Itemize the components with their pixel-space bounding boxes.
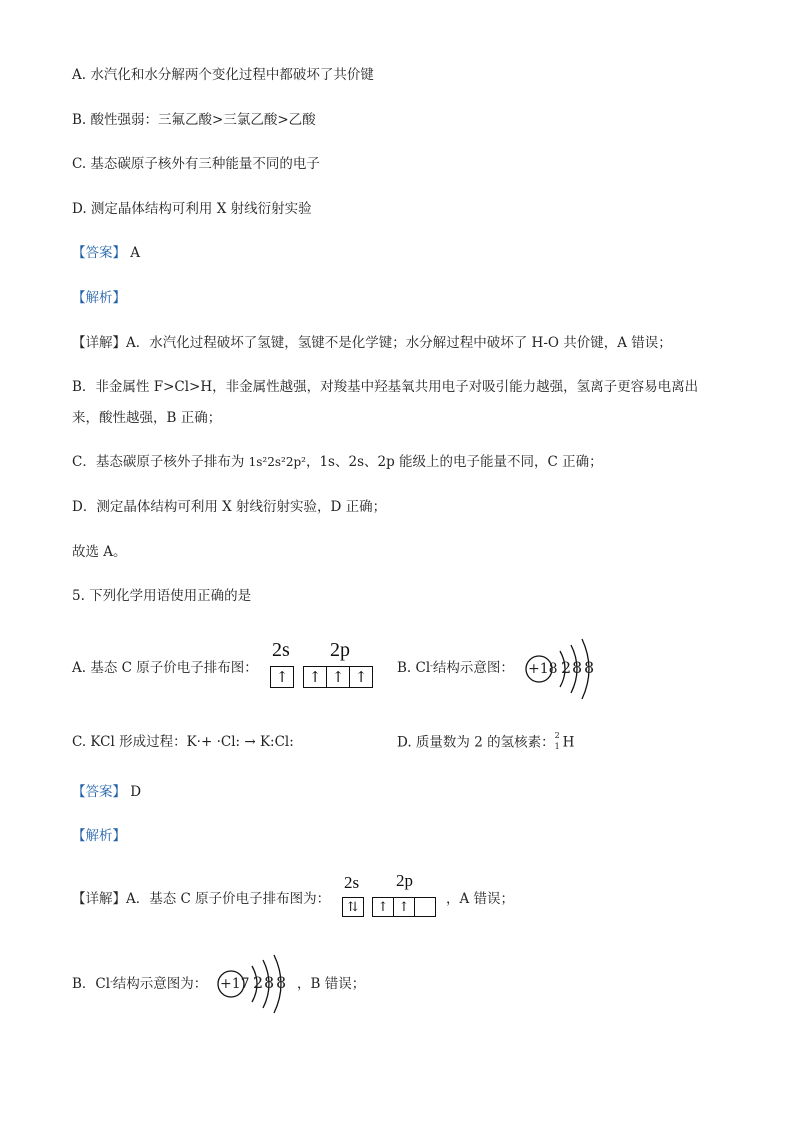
element-symbol: H bbox=[562, 734, 575, 751]
orbital-box: ↑ bbox=[373, 898, 394, 916]
q5-atom-diagram-cl-correct bbox=[216, 953, 296, 1015]
orbital-box: ↑ bbox=[394, 898, 415, 916]
orbital-box bbox=[415, 898, 435, 916]
q5-detail-b-verdict: ，B 错误； bbox=[297, 976, 366, 992]
q4-option-b: B. 酸性强弱：三氟乙酸>三氯乙酸>乙酸 bbox=[72, 112, 316, 128]
orbital-label-2p: 2p bbox=[330, 639, 350, 661]
q4-analysis-label: 【解析】 bbox=[72, 290, 126, 306]
charge-sup: - bbox=[110, 977, 113, 986]
q5-detail-a-verdict: ，A 错误； bbox=[446, 891, 515, 907]
q4-option-c: C. 基态碳原子核外有三种能量不同的电子 bbox=[72, 156, 320, 172]
nucleus-charge: +18 bbox=[528, 661, 558, 677]
nuclide-indices bbox=[554, 731, 563, 751]
shell-electrons: 8 bbox=[572, 658, 583, 677]
detail-c-pre: C．基态碳原子核外子排布为 bbox=[72, 454, 249, 470]
answer-value: A bbox=[130, 245, 141, 261]
answer-label: 【答案】 bbox=[72, 784, 126, 800]
orbital-label-2p: 2p bbox=[396, 871, 413, 890]
q4-detail-c bbox=[72, 456, 603, 470]
detail-a-text: A．基态 C 原子价电子排布图为： bbox=[126, 891, 331, 907]
shell-electrons: 2 bbox=[253, 973, 264, 992]
electron-configuration: 1s²2s²2p² bbox=[248, 455, 306, 469]
charge-sup: - bbox=[430, 661, 433, 670]
q4-detail-d: D．测定晶体结构可利用 X 射线衍射实验，D 正确； bbox=[72, 499, 387, 515]
q5-stem: 5. 下列化学用语使用正确的是 bbox=[72, 588, 252, 604]
q4-detail-a bbox=[72, 337, 672, 351]
option-d-text: D. 质量数为 2 的氢核素： bbox=[397, 734, 555, 751]
q4-answer bbox=[72, 247, 140, 261]
option-c-text: C. KCl 形成过程： bbox=[72, 734, 187, 750]
q4-conclusion: 故选 A。 bbox=[72, 544, 127, 560]
q4-option-a: A. 水汽化和水分解两个变化过程中都破坏了共价键 bbox=[72, 67, 374, 83]
option-b-post: 结构示意图： bbox=[432, 660, 514, 676]
orbital-box-2s bbox=[270, 666, 294, 688]
q5-analysis-label: 【解析】 bbox=[72, 828, 126, 844]
q4-option-d: D. 测定晶体结构可利用 X 射线衍射实验 bbox=[72, 201, 312, 217]
kcl-formation-formula: K·+ ·Cl: → K:Cl: bbox=[186, 734, 294, 750]
q5-atom-diagram-cl bbox=[524, 637, 604, 701]
q5-option-c bbox=[72, 736, 294, 750]
orbital-box-2s bbox=[342, 897, 364, 917]
q5-detail-a bbox=[72, 893, 330, 907]
answer-label: 【答案】 bbox=[72, 245, 126, 261]
q4-detail-b-line2: 来，酸性越强，B 正确； bbox=[72, 410, 222, 426]
q5-option-b-text bbox=[397, 662, 514, 676]
detail-label: 【详解】 bbox=[72, 335, 126, 351]
detail-b-post: 结构示意图为： bbox=[112, 976, 208, 992]
orbital-box: ⇅ bbox=[347, 899, 359, 915]
orbital-label-2s: 2s bbox=[272, 639, 290, 661]
mass-number: 2 bbox=[554, 731, 560, 740]
detail-label: 【详解】 bbox=[72, 891, 126, 907]
shell-electrons: 8 bbox=[276, 973, 287, 992]
orbital-box: ↑ bbox=[327, 667, 350, 687]
q4-detail-b-line1: B．非金属性 F>Cl>H，非金属性越强，对羧基中羟基氧共用电子对吸引能力越强，氢离子更容易电离出 bbox=[72, 379, 699, 395]
q5-answer bbox=[72, 786, 141, 800]
orbital-box: ↑ bbox=[275, 667, 289, 686]
detail-b-pre: B．Cl bbox=[72, 976, 111, 992]
q5-detail-b bbox=[72, 978, 207, 992]
nucleus-charge: +17 bbox=[220, 976, 250, 992]
detail-a-text: A．水汽化过程破坏了氢键，氢键不是化学键；水分解过程中破坏了 H-O 共价键，A 错误； bbox=[126, 335, 672, 351]
orbital-box-2p bbox=[303, 666, 373, 688]
shell-electrons: 8 bbox=[584, 658, 595, 677]
orbital-box: ↑ bbox=[304, 667, 327, 687]
answer-value: D bbox=[130, 784, 142, 800]
shell-electrons: 8 bbox=[264, 973, 275, 992]
q5-option-a-text: A. 基态 C 原子价电子排布图： bbox=[72, 660, 258, 676]
shell-electrons: 2 bbox=[561, 658, 572, 677]
q5-option-d bbox=[397, 731, 575, 751]
option-b-pre: B. Cl bbox=[397, 660, 431, 676]
orbital-label-2s: 2s bbox=[344, 873, 360, 892]
atomic-number: 1 bbox=[554, 742, 560, 751]
orbital-box-2p bbox=[372, 897, 436, 917]
detail-c-post: ，1s、2s、2p 能级上的电子能量不同，C 正确； bbox=[305, 454, 603, 470]
orbital-box: ↑ bbox=[354, 667, 368, 686]
